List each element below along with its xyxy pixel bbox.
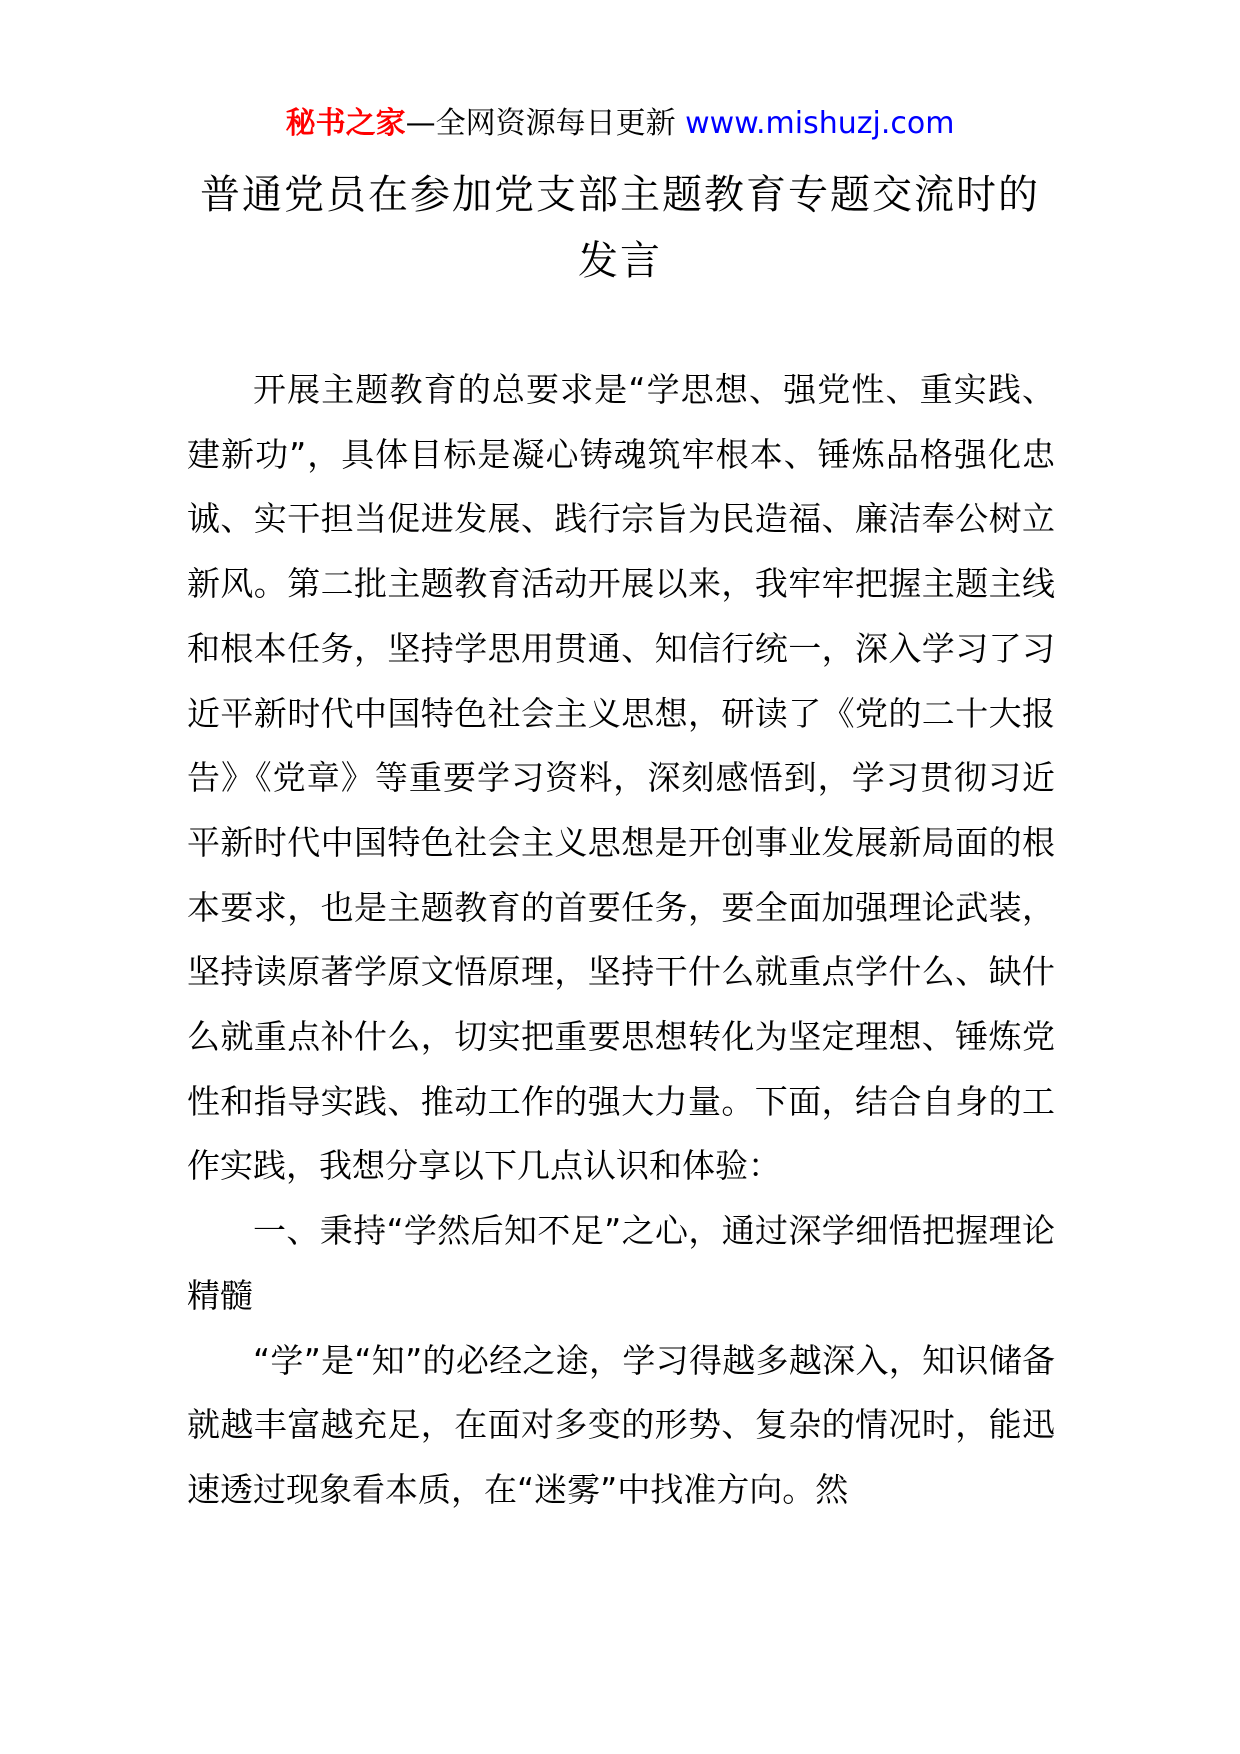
site-url-link[interactable]: www.mishuzj.com xyxy=(685,106,955,141)
document-body xyxy=(187,358,1055,1523)
title-line-1: 普通党员在参加党支部主题教育专题交流时的 xyxy=(200,172,1040,218)
header-tagline: —全网资源每日更新 xyxy=(405,106,676,141)
paragraph-intro: 开展主题教育的总要求是“学思想、强党性、重实践、建新功”，具体目标是凝心铸魂筑牢根本、锤炼品格强化忠诚、实干担当促进发展、践行宗旨为民造福、廉洁奉公树立新风。第二批主题教育活动开展以来，我牢牢把握主题主线和根本任务，坚持学思用贯通、知信行统一，深入学习了习近平新时代中国特色社会主义思想，研读了《党的二十大报告》《党章》等重要学习资料，深刻感悟到，学习贯彻习近平新时代中国特色社会主义思想是开创事业发展新局面的根本要求，也是主题教育的首要任务，要全面加强理论武装，坚持读原著学原文悟原理，坚持干什么就重点学什么、缺什么就重点补什么，切实把重要思想转化为坚定理想、锤炼党性和指导实践、推动工作的强大力量。下面，结合自身的工作实践，我想分享以下几点认识和体验： xyxy=(187,370,1055,1186)
brand-name: 秘书之家 xyxy=(285,106,406,141)
document-title xyxy=(150,162,1090,294)
paragraph-section-1: “学”是“知”的必经之途，学习得越多越深入，知识储备就越丰富越充足，在面对多变的形势、复杂的情况时，能迅速透过现象看本质，在“迷雾”中找准方向。然 xyxy=(187,1340,1055,1509)
title-line-2: 发言 xyxy=(578,238,662,284)
section-heading-1: 一、秉持“学然后知不足”之心，通过深学细悟把握理论精髓 xyxy=(187,1211,1055,1315)
site-header xyxy=(0,104,1240,144)
